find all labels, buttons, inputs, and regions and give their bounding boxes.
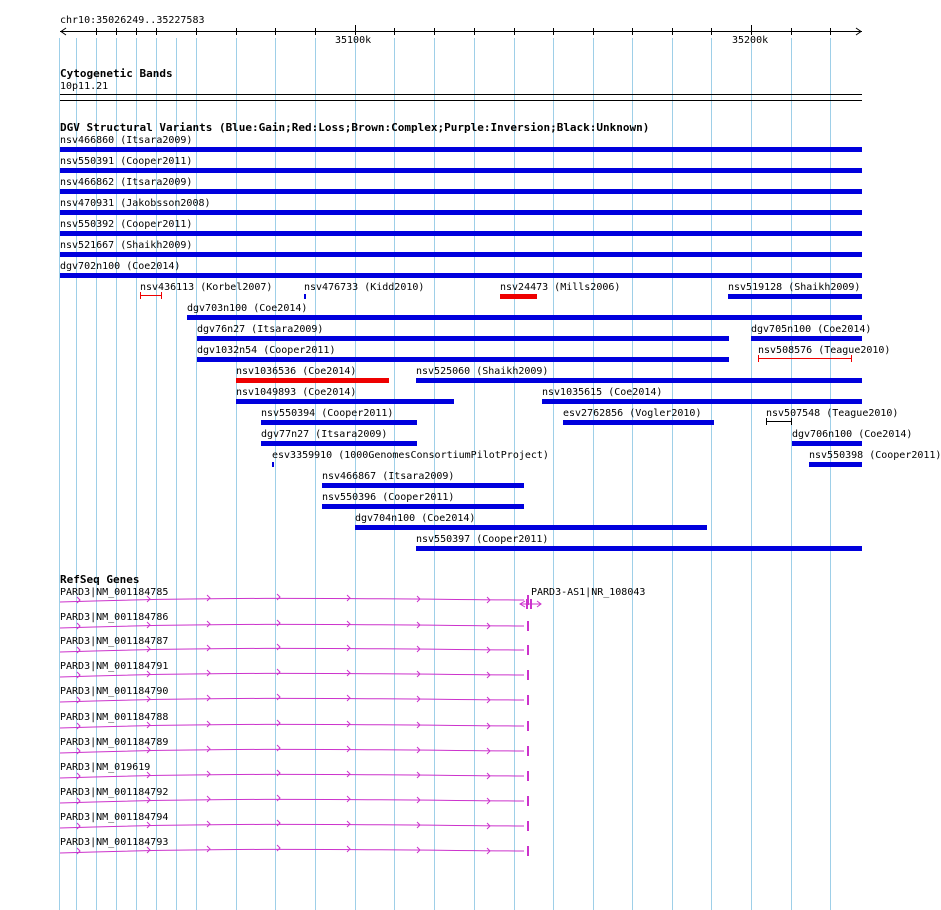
variant-bar[interactable] xyxy=(236,378,389,383)
ruler-tick-label-35200k: 35200k xyxy=(732,35,769,46)
gene-label[interactable]: PARD3|NM_001184788 xyxy=(60,712,169,723)
gene-intron-line xyxy=(60,824,524,828)
antisense-gene-exon xyxy=(526,599,528,609)
gene-exon xyxy=(527,796,529,806)
variant-bar[interactable] xyxy=(809,462,862,467)
gene-strand-chevron xyxy=(277,694,280,700)
gene-strand-chevron xyxy=(347,670,350,676)
gene-intron-line xyxy=(60,598,524,602)
gene-strand-chevron xyxy=(347,721,350,727)
gene-strand-chevron xyxy=(77,697,80,703)
gene-strand-chevron xyxy=(207,771,210,777)
gene-intron-line xyxy=(60,624,524,628)
gene-label[interactable]: PARD3|NM_001184794 xyxy=(60,812,169,823)
variant-label[interactable]: nsv525060 (Shaikh2009) xyxy=(416,366,549,377)
variant-small-marker[interactable] xyxy=(140,292,162,299)
gene-strand-chevron xyxy=(77,773,80,779)
gene-strand-chevron xyxy=(207,821,210,827)
gene-strand-chevron xyxy=(207,621,210,627)
gene-strand-chevron xyxy=(77,848,80,854)
gene-intron-line xyxy=(60,698,524,702)
variant-bar[interactable] xyxy=(416,546,862,551)
variant-bar[interactable] xyxy=(563,420,714,425)
variant-bar[interactable] xyxy=(236,399,454,404)
gene-label[interactable]: PARD3|NM_001184792 xyxy=(60,787,169,798)
gene-strand-chevron xyxy=(347,645,350,651)
gene-strand-chevron xyxy=(277,820,280,826)
variant-bar[interactable] xyxy=(322,504,524,509)
variant-label[interactable]: nsv550396 (Cooper2011) xyxy=(322,492,455,503)
variant-label[interactable]: nsv550394 (Cooper2011) xyxy=(261,408,394,419)
gene-exon xyxy=(527,670,529,680)
variant-bar[interactable] xyxy=(60,147,862,152)
variant-bar[interactable] xyxy=(60,252,862,257)
variant-label[interactable]: nsv466862 (Itsara2009) xyxy=(60,177,193,188)
variant-bar[interactable] xyxy=(272,462,274,467)
gene-strand-chevron xyxy=(277,720,280,726)
variant-bar[interactable] xyxy=(60,168,862,173)
refseq-track-title: RefSeq Genes xyxy=(60,573,140,586)
gene-strand-chevron xyxy=(277,594,280,600)
gene-strand-chevron xyxy=(77,672,80,678)
variant-bar[interactable] xyxy=(60,273,862,278)
variant-bar[interactable] xyxy=(792,441,862,446)
location-label: chr10:35026249..35227583 xyxy=(60,15,205,26)
gene-strand-chevron xyxy=(207,645,210,651)
gene-strand-chevron xyxy=(77,823,80,829)
gene-strand-chevron xyxy=(277,770,280,776)
variant-bar[interactable] xyxy=(751,336,862,341)
gene-strand-chevron xyxy=(77,798,80,804)
variant-label[interactable]: nsv470931 (Jakobsson2008) xyxy=(60,198,211,209)
gene-exon xyxy=(527,721,529,731)
variant-label[interactable]: nsv550391 (Cooper2011) xyxy=(60,156,193,167)
variant-label[interactable]: nsv466867 (Itsara2009) xyxy=(322,471,455,482)
gene-strand-chevron xyxy=(277,795,280,801)
gene-strand-chevron xyxy=(347,771,350,777)
gene-strand-chevron xyxy=(347,796,350,802)
variant-label[interactable]: nsv508576 (Teague2010) xyxy=(758,345,891,356)
variant-small-marker[interactable] xyxy=(758,355,852,362)
variant-label[interactable]: esv3359910 (1000GenomesConsortiumPilotProject) xyxy=(272,450,549,461)
gene-strand-chevron xyxy=(277,669,280,675)
gene-strand-chevron xyxy=(347,621,350,627)
gene-exon xyxy=(527,771,529,781)
variant-bar[interactable] xyxy=(60,189,862,194)
variant-label[interactable]: nsv1035615 (Coe2014) xyxy=(542,387,663,398)
gene-intron-line xyxy=(60,724,524,728)
variant-bar[interactable] xyxy=(322,483,524,488)
variant-label[interactable]: nsv1036536 (Coe2014) xyxy=(236,366,357,377)
variant-bar[interactable] xyxy=(355,525,707,530)
variant-label[interactable]: nsv550397 (Cooper2011) xyxy=(416,534,549,545)
gene-strand-chevron xyxy=(277,845,280,851)
gene-intron-line xyxy=(60,849,524,853)
variant-label[interactable]: dgv704n100 (Coe2014) xyxy=(355,513,476,524)
variant-label[interactable]: dgv76n27 (Itsara2009) xyxy=(197,324,324,335)
gene-label[interactable]: PARD3|NM_001184786 xyxy=(60,612,169,623)
variant-bar[interactable] xyxy=(197,336,729,341)
variant-label[interactable]: dgv77n27 (Itsara2009) xyxy=(261,429,388,440)
variant-label[interactable]: dgv703n100 (Coe2014) xyxy=(187,303,308,314)
gene-strand-chevron xyxy=(277,745,280,751)
variant-bar[interactable] xyxy=(304,294,306,299)
variant-bar[interactable] xyxy=(187,315,862,320)
gene-strand-chevron xyxy=(347,846,350,852)
variant-bar[interactable] xyxy=(261,420,417,425)
gene-intron-line xyxy=(60,648,524,652)
variant-bar[interactable] xyxy=(261,441,417,446)
variant-label[interactable]: esv2762856 (Vogler2010) xyxy=(563,408,702,419)
variant-bar[interactable] xyxy=(197,357,729,362)
gene-intron-line xyxy=(60,749,524,753)
gene-strand-chevron xyxy=(77,748,80,754)
gene-strand-chevron xyxy=(207,846,210,852)
ruler-tick-label-35100k: 35100k xyxy=(335,35,372,46)
gene-exon xyxy=(527,645,529,655)
cytoband-label: 10p11.21 xyxy=(60,81,109,92)
variant-bar[interactable] xyxy=(728,294,862,299)
gene-strand-chevron xyxy=(77,723,80,729)
gene-exon xyxy=(527,746,529,756)
gene-intron-line xyxy=(60,673,524,677)
cytoband-bottom-line xyxy=(60,100,862,101)
antisense-gene-exon xyxy=(530,599,532,609)
variant-bar[interactable] xyxy=(60,231,862,236)
cytoband-top-line xyxy=(60,94,862,95)
gene-strand-chevron xyxy=(207,595,210,601)
variant-bar[interactable] xyxy=(500,294,537,299)
variant-label[interactable]: nsv507548 (Teague2010) xyxy=(766,408,899,419)
gene-strand-chevron xyxy=(207,721,210,727)
cytogenetic-bands-title: Cytogenetic Bands xyxy=(60,67,173,80)
gene-strand-chevron xyxy=(207,746,210,752)
gene-intron-line xyxy=(60,799,524,803)
dgv-track-title: DGV Structural Variants (Blue:Gain;Red:Loss;Brown:Complex;Purple:Inversion;Black:Unknown) xyxy=(60,121,650,134)
gene-label[interactable]: PARD3|NM_019619 xyxy=(60,762,151,773)
variant-bar[interactable] xyxy=(60,210,862,215)
variant-label[interactable]: nsv466860 (Itsara2009) xyxy=(60,135,193,146)
gene-label[interactable]: PARD3|NM_001184793 xyxy=(60,837,169,848)
variant-label[interactable]: nsv476733 (Kidd2010) xyxy=(304,282,425,293)
gene-strand-chevron xyxy=(277,620,280,626)
variant-label[interactable]: nsv24473 (Mills2006) xyxy=(500,282,621,293)
variant-label[interactable]: nsv436113 (Korbel2007) xyxy=(140,282,273,293)
gene-label[interactable]: PARD3|NM_001184790 xyxy=(60,686,169,697)
gene-strand-chevron xyxy=(77,623,80,629)
gene-strand-chevron xyxy=(207,695,210,701)
gene-label[interactable]: PARD3-AS1|NR_108043 xyxy=(531,587,646,598)
variant-label[interactable]: nsv521667 (Shaikh2009) xyxy=(60,240,193,251)
variant-label[interactable]: dgv702n100 (Coe2014) xyxy=(60,261,181,272)
gene-strand-chevron xyxy=(347,595,350,601)
gene-label[interactable]: PARD3|NM_001184785 xyxy=(60,587,169,598)
gene-strand-chevron xyxy=(347,695,350,701)
variant-label[interactable]: nsv519128 (Shaikh2009) xyxy=(728,282,861,293)
gene-exon xyxy=(527,695,529,705)
gene-label[interactable]: PARD3|NM_001184787 xyxy=(60,636,169,647)
gene-strand-chevron xyxy=(347,746,350,752)
gene-strand-chevron xyxy=(77,647,80,653)
variant-label[interactable]: dgv705n100 (Coe2014) xyxy=(751,324,872,335)
gene-strand-chevron xyxy=(207,796,210,802)
variant-label[interactable]: nsv550398 (Cooper2011) xyxy=(809,450,941,461)
gene-exon xyxy=(527,621,529,631)
gene-exon xyxy=(527,846,529,856)
variant-bar[interactable] xyxy=(542,399,862,404)
variant-bar[interactable] xyxy=(416,378,862,383)
gene-label[interactable]: PARD3|NM_001184789 xyxy=(60,737,169,748)
gene-strand-chevron xyxy=(207,670,210,676)
variant-label[interactable]: nsv1049893 (Coe2014) xyxy=(236,387,357,398)
gene-strand-chevron xyxy=(347,821,350,827)
variant-label[interactable]: dgv706n100 (Coe2014) xyxy=(792,429,913,440)
gene-intron-line xyxy=(60,774,524,778)
variant-small-marker[interactable] xyxy=(766,418,792,425)
variant-label[interactable]: dgv1032n54 (Cooper2011) xyxy=(197,345,336,356)
gene-exon xyxy=(527,821,529,831)
gene-label[interactable]: PARD3|NM_001184791 xyxy=(60,661,169,672)
variant-label[interactable]: nsv550392 (Cooper2011) xyxy=(60,219,193,230)
gene-strand-chevron xyxy=(277,644,280,650)
